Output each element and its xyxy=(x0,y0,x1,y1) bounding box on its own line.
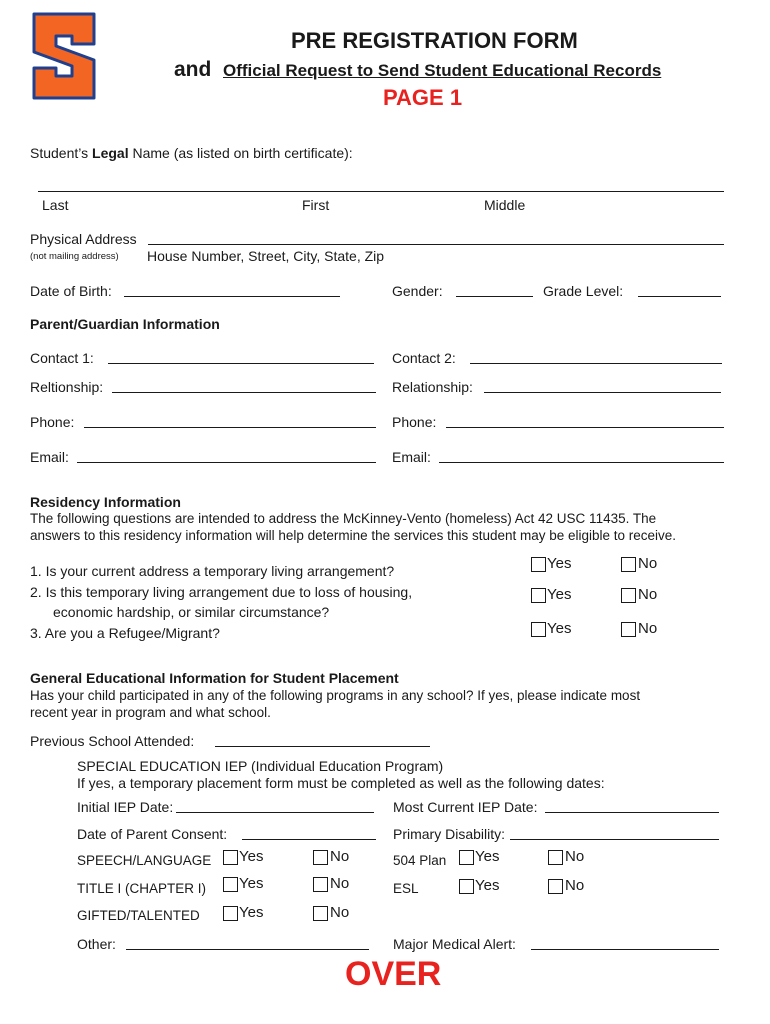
legal-suffix: Name (as listed on birth certificate): xyxy=(128,145,353,161)
title1-yes-label: Yes xyxy=(239,875,264,892)
gifted-no-checkbox[interactable] xyxy=(313,906,328,921)
speech-no-checkbox[interactable] xyxy=(313,850,328,865)
grade-label: Grade Level: xyxy=(543,283,624,299)
address-field[interactable] xyxy=(148,244,724,245)
speech-yes-checkbox[interactable] xyxy=(223,850,238,865)
q1-yes-checkbox[interactable] xyxy=(531,557,546,572)
phone2-field[interactable] xyxy=(446,427,724,428)
middle-name-label: Middle xyxy=(484,197,526,213)
plan504-no-label: No xyxy=(565,848,585,865)
q1-yes-label: Yes xyxy=(547,555,572,572)
q2-no-label: No xyxy=(638,586,658,603)
legal-name-field[interactable] xyxy=(38,191,724,192)
title1-no-checkbox[interactable] xyxy=(313,877,328,892)
first-name-label: First xyxy=(302,197,330,213)
current-iep-label: Most Current IEP Date: xyxy=(393,799,538,815)
page-label: PAGE 1 xyxy=(383,85,463,110)
legal-name-label xyxy=(30,145,353,161)
medical-alert-field[interactable] xyxy=(531,949,719,950)
residency-question-2a: 2. Is this temporary living arrangement due to loss of housing, xyxy=(30,584,413,600)
relationship1-label: Reltionship: xyxy=(30,379,104,395)
medical-alert-label: Major Medical Alert: xyxy=(393,936,516,952)
q3-no-label: No xyxy=(638,620,658,637)
parent-consent-field[interactable] xyxy=(242,839,376,840)
other-field[interactable] xyxy=(126,949,369,950)
contact1-field[interactable] xyxy=(108,363,374,364)
esl-no-checkbox[interactable] xyxy=(548,879,563,894)
dob-label: Date of Birth: xyxy=(30,283,112,299)
iep-line-1: SPECIAL EDUCATION IEP (Individual Education Program) xyxy=(77,758,444,774)
relationship2-field[interactable] xyxy=(484,392,721,393)
email1-label: Email: xyxy=(30,449,69,465)
title1-no-label: No xyxy=(330,875,350,892)
contact2-label: Contact 2: xyxy=(392,350,456,366)
speech-yes-label: Yes xyxy=(239,848,264,865)
residency-question-1: 1. Is your current address a temporary living arrangement? xyxy=(30,563,395,579)
relationship2-label: Relationship: xyxy=(392,379,473,395)
residency-question-2b: economic hardship, or similar circumstance? xyxy=(53,604,330,620)
gifted-yes-label: Yes xyxy=(239,904,264,921)
q3-yes-label: Yes xyxy=(547,620,572,637)
legal-word: Legal xyxy=(92,145,129,161)
form-title: PRE REGISTRATION FORM xyxy=(291,28,578,53)
plan504-label: 504 Plan xyxy=(393,853,447,868)
education-intro-1: Has your child participated in any of the following programs in any school? If yes, please indicate most xyxy=(30,688,641,703)
email2-label: Email: xyxy=(392,449,431,465)
q2-no-checkbox[interactable] xyxy=(621,588,636,603)
speech-label: SPEECH/LANGUAGE xyxy=(77,853,212,868)
previous-school-label: Previous School Attended: xyxy=(30,733,195,749)
school-s-logo xyxy=(30,10,98,102)
phone1-label: Phone: xyxy=(30,414,75,430)
contact2-field[interactable] xyxy=(470,363,722,364)
esl-label: ESL xyxy=(393,881,419,896)
plan504-yes-checkbox[interactable] xyxy=(459,850,474,865)
gender-label: Gender: xyxy=(392,283,443,299)
gifted-yes-checkbox[interactable] xyxy=(223,906,238,921)
iep-line-2: If yes, a temporary placement form must be completed as well as the following dates: xyxy=(77,775,605,791)
esl-yes-checkbox[interactable] xyxy=(459,879,474,894)
phone1-field[interactable] xyxy=(84,427,376,428)
education-heading: General Educational Information for Student Placement xyxy=(30,670,399,686)
initial-iep-label: Initial IEP Date: xyxy=(77,799,174,815)
legal-prefix: Student’s xyxy=(30,145,93,161)
phone2-label: Phone: xyxy=(392,414,437,430)
address-label: Physical Address xyxy=(30,231,137,247)
contact1-label: Contact 1: xyxy=(30,350,94,366)
residency-question-3: 3. Are you a Refugee/Migrant? xyxy=(30,625,220,641)
previous-school-field[interactable] xyxy=(215,746,430,747)
q2-yes-label: Yes xyxy=(547,586,572,603)
email2-field[interactable] xyxy=(439,462,724,463)
current-iep-field[interactable] xyxy=(545,812,719,813)
q3-no-checkbox[interactable] xyxy=(621,622,636,637)
grade-field[interactable] xyxy=(638,296,721,297)
q1-no-checkbox[interactable] xyxy=(621,557,636,572)
q2-yes-checkbox[interactable] xyxy=(531,588,546,603)
over-label: OVER xyxy=(345,955,442,993)
q3-yes-checkbox[interactable] xyxy=(531,622,546,637)
parent-consent-label: Date of Parent Consent: xyxy=(77,826,228,842)
plan504-yes-label: Yes xyxy=(475,848,500,865)
esl-no-label: No xyxy=(565,877,585,894)
residency-intro-1: The following questions are intended to address the McKinney-Vento (homeless) Act 42 USC 11435. The xyxy=(30,511,657,526)
education-intro-2: recent year in program and what school. xyxy=(30,705,271,720)
last-name-label: Last xyxy=(42,197,69,213)
plan504-no-checkbox[interactable] xyxy=(548,850,563,865)
gender-field[interactable] xyxy=(456,296,533,297)
residency-intro-2: answers to this residency information will help determine the services this student may be eligible to receive. xyxy=(30,528,677,543)
primary-disability-field[interactable] xyxy=(510,839,719,840)
guardian-heading: Parent/Guardian Information xyxy=(30,316,220,332)
address-note: (not mailing address) xyxy=(30,251,119,262)
address-hint: House Number, Street, City, State, Zip xyxy=(147,248,385,264)
dob-field[interactable] xyxy=(124,296,340,297)
title1-yes-checkbox[interactable] xyxy=(223,877,238,892)
residency-heading: Residency Information xyxy=(30,494,181,510)
gifted-label: GIFTED/TALENTED xyxy=(77,908,200,923)
other-label: Other: xyxy=(77,936,116,952)
esl-yes-label: Yes xyxy=(475,877,500,894)
gifted-no-label: No xyxy=(330,904,350,921)
email1-field[interactable] xyxy=(77,462,376,463)
initial-iep-field[interactable] xyxy=(176,812,374,813)
form-subtitle: Official Request to Send Student Educational Records xyxy=(223,61,662,80)
title1-label: TITLE I (CHAPTER I) xyxy=(77,881,207,896)
speech-no-label: No xyxy=(330,848,350,865)
relationship1-field[interactable] xyxy=(112,392,376,393)
q1-no-label: No xyxy=(638,555,658,572)
primary-disability-label: Primary Disability: xyxy=(393,826,506,842)
and-word: and xyxy=(174,58,212,81)
